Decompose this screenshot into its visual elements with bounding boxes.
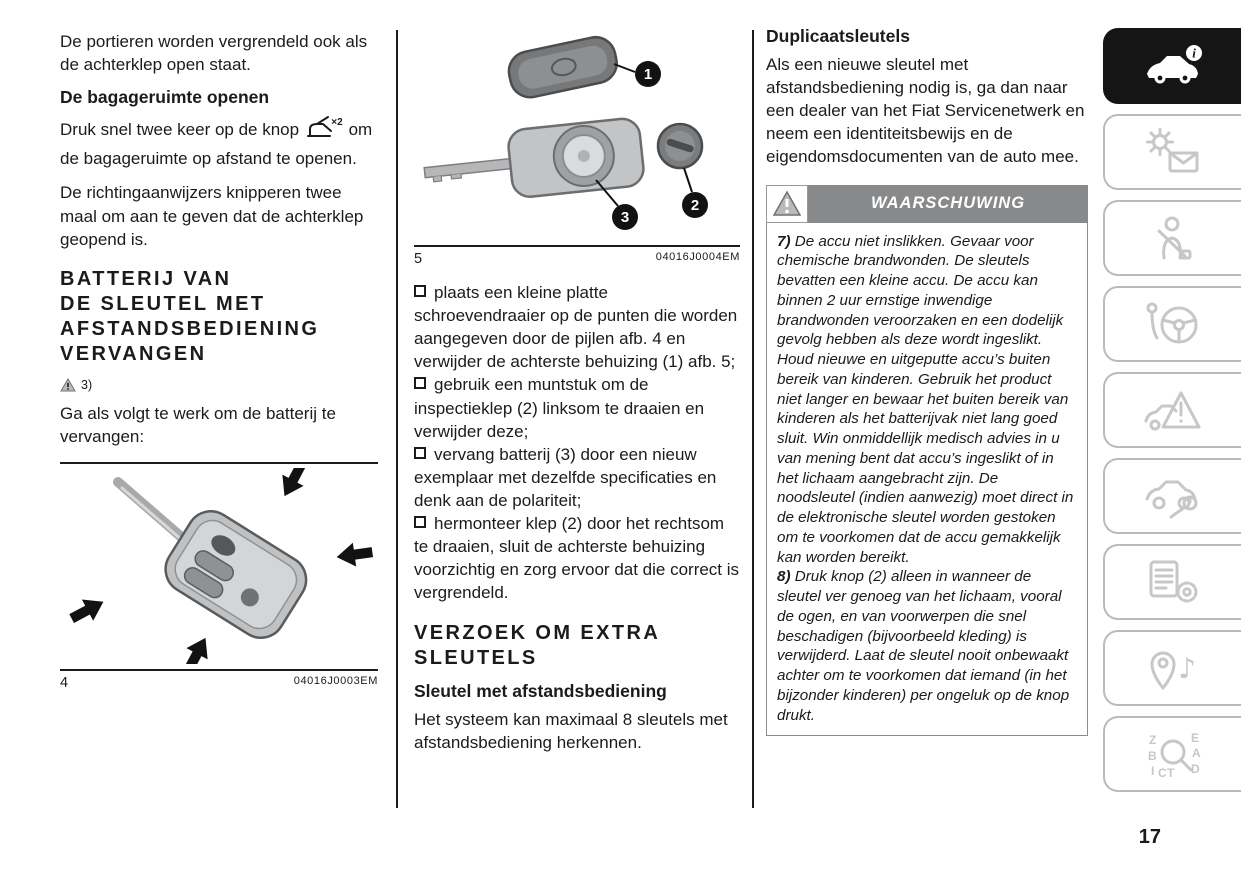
technical-data-icon [1143,558,1203,606]
figure-code: 04016J0004EM [655,251,740,263]
index-letter: Z [1149,733,1157,747]
warning-item [777,232,1077,568]
starting-driving-icon [1143,300,1203,348]
warning-title: WAARSCHUWING [870,194,1026,213]
tab-emergency[interactable] [1103,372,1241,448]
car-info-icon [1143,44,1203,88]
tab-technical-data[interactable] [1103,544,1241,620]
tab-servicing-maintenance[interactable] [1103,458,1241,534]
callout-2: 2 [690,197,700,214]
paragraph: De richtingaanwijzers knipperen twee maal om aan te geven dat de achterklep geopend is. [60,183,364,249]
heading-line: VERVANGEN [60,343,207,366]
list-item-text: gebruik een muntstuk om de inspectieklep (2) linksom te draaien en verwijder deze; [414,375,705,441]
figure-number: 4 [60,674,69,691]
index-letter: C [1158,766,1167,778]
tab-index[interactable] [1103,716,1241,792]
list-item-text: hermonteer klep (2) door het rechtsom te draaien, sluit de achterste behuizing voorzichtig en zorg ervoor dat die correct is vergrendeld. [414,514,740,603]
list-item [414,373,740,442]
list-item [414,512,740,604]
key-components-illustration [414,28,740,240]
index-letter: A [1192,746,1201,760]
section-heading: Sleutel met afstandsbediening [414,680,667,701]
warning-item-text: Druk knop (2) alleen in wanneer de sleutel ver genoeg van het lichaam, vooral de ogen, en van voorwerpen die snel beschadigen (bijvoorbeeld kleding) is verwijderd. Laat de sleutel nooit onbewaakt achter om te voorkomen dat iemand (in het bijzonder kinderen) per ongeluk op de knop drukt. [777,568,1070,724]
paragraph-text: om de bagageruimte op afstand te openen. [60,120,373,169]
bullet-list [414,281,740,605]
heading-line: AFSTANDSBEDIENING [60,318,320,341]
tab-multimedia[interactable] [1103,630,1241,706]
warning-reference-number: 3) [81,377,93,392]
warning-body [766,223,1088,737]
tab-warning-lights-messages[interactable] [1103,114,1241,190]
callout-1: 1 [643,66,653,83]
index-icon [1143,730,1203,778]
index-letter: T [1167,766,1175,778]
chapter-tab-sidebar [1103,28,1241,802]
right-column [766,26,1088,736]
list-item [414,443,740,512]
section-heading: Duplicaatsleutels [766,26,910,46]
column-divider [396,30,398,808]
warning-header [766,185,1088,223]
paragraph [60,114,378,170]
figure-code: 04016J0003EM [293,674,378,687]
figure-number: 5 [414,251,423,267]
square-bullet [414,285,426,297]
section-heading: De bagageruimte openen [60,87,270,108]
heading-line: VERZOEK OM EXTRA [414,621,661,644]
figure-key-components [414,28,740,267]
heading-line: SLEUTELS [414,646,538,669]
list-item-text: plaats een kleine platte schroevendraaier op de punten die worden aangegeven door de pijlen afb. 4 en verwijder de achterste behuizing (1) afb. 5; [414,283,738,372]
warning-item [777,567,1077,725]
index-letter: B [1148,749,1157,763]
square-bullet [414,447,426,459]
svg-text:♪: ♪ [1178,652,1196,685]
square-bullet [414,516,426,528]
svg-text:i: i [1192,45,1196,61]
trunk-open-button-icon [304,114,344,147]
paragraph: De portieren worden vergrendeld ook als de achterklep open staat. [60,32,368,75]
chapter-heading [60,267,378,368]
square-bullet [414,377,426,389]
trunk-icon-x2-label: ×2 [331,117,343,129]
key-fob-illustration [60,468,378,664]
paragraph: Het systeem kan maximaal 8 sleutels met afstandsbediening herkennen. [414,709,728,753]
safety-icon [1143,214,1203,262]
figure-caption [60,671,378,691]
index-letter: D [1191,762,1200,776]
figure-key-fob [60,462,378,691]
left-column [60,30,378,691]
list-item-text: vervang batterij (3) door een nieuw exemplaar met dezelfde specificaties en denk aan de polariteit; [414,444,717,510]
page-number: 17 [1138,826,1161,848]
heading-line: DE SLEUTEL MET [60,292,266,315]
warning-item-number: 8) [777,568,791,586]
tab-starting-driving[interactable] [1103,286,1241,362]
middle-column [414,28,740,765]
emergency-icon [1143,386,1203,434]
tab-introduction[interactable] [1103,28,1241,104]
paragraph-text: Druk snel twee keer op de knop [60,120,300,140]
warning-lights-messages-icon [1143,128,1203,176]
figure-caption [414,247,740,267]
tab-safety[interactable] [1103,200,1241,276]
heading-line: BATTERIJ VAN [60,267,232,290]
warning-triangle-icon [766,185,808,223]
paragraph: Ga als volgt te werk om de batterij te vervangen: [60,403,336,446]
warning-title-bar [808,185,1088,223]
warning-item-text: De accu niet inslikken. Gevaar voor chemische brandwonden. De sleutels bevatten een kleine accu. De accu kan binnen 2 uur ernstige inwendige brandwonden veroorzaken en een dodelijk gevolg hebben als deze wordt ingeslikt. Houd nieuwe en uitgeputte accu’s buiten bereik van kinderen. Gebruik het product niet langer en bewaar het buiten bereik van kinderen als het batterijvak niet lang goed sluit. Win onmiddellijk medisch advies in u van mening bent dat accu’s ingeslikt of in het lichaam aangebracht zijn. De noodsleutel (indien aanwezig) moet direct in de elektronische sleutel worden gestoken om te voorkomen dat de accu gemakkelijk kan worden bereikt. [777,232,1074,566]
warning-item-number: 7) [777,232,791,250]
warning-reference [60,378,378,392]
list-item [414,281,740,373]
column-divider [752,30,754,808]
chapter-heading [414,621,740,671]
multimedia-icon [1143,644,1203,692]
maintenance-icon [1143,472,1203,520]
paragraph: Als een nieuwe sleutel met afstandsbediening nodig is, ga dan naar een dealer van het Fiat Servicenetwerk en neem een identiteitsbewijs en de eigendomsdocumenten van de auto mee. [766,55,1085,167]
index-letter: I [1151,764,1155,778]
index-letter: E [1191,731,1200,745]
callout-3: 3 [620,209,630,226]
small-warning-triangle-icon [60,378,76,392]
